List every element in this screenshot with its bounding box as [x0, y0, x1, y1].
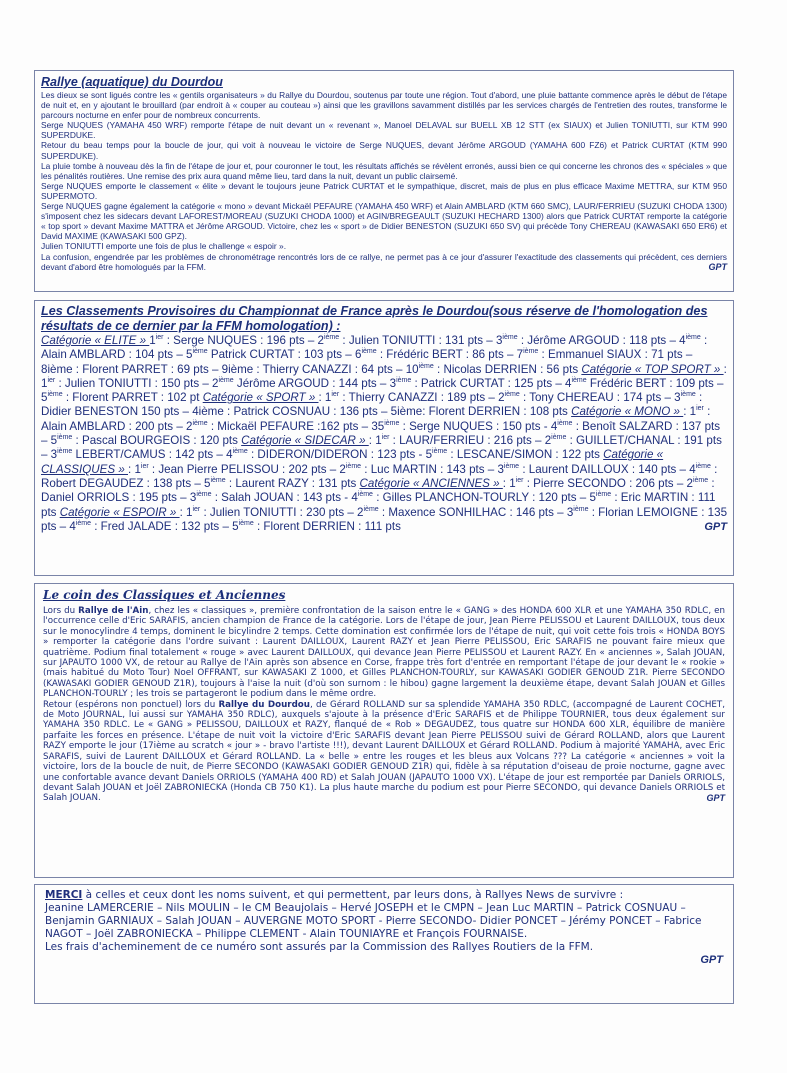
rank-suffix: ième [685, 334, 701, 342]
rank-suffix: ième [345, 462, 362, 470]
entry-text: : Laurent RAZY : 131 pts [225, 476, 357, 490]
entry-text: : Benoît SALZARD : 137 pts – [41, 419, 721, 448]
rank-suffix: ième [57, 434, 73, 442]
paragraph: Serge NUQUES (YAMAHA 450 WRF) remporte l'étape de nuit devant un « revenant », Manoel DELAVAL sur BUELL XB 12 STT (ex SIAUX) et Julien TONIUTTI, sur KTM 990 SUPERDUKE. [41, 120, 727, 141]
entry-text: Patrick CURTAT : 103 pts – [207, 348, 355, 362]
rank-suffix: ième [232, 448, 248, 456]
rallye-dourdou-title: Rallye (aquatique) du Dourdou [41, 75, 223, 89]
paragraph [43, 700, 725, 804]
rank: 5 [41, 391, 48, 405]
rank-suffix: ième [502, 334, 518, 342]
classiques-box [34, 583, 734, 878]
paragraph-text: , chez les « classiques », première confrontation de la saison entre le « GANG » des HONDA 600 XLR et une YAMAHA 350 RDLC, en l'occurrence celle d'Eric SARAFIS, ancien champion de France de la catégorie. Lors de l'étape de jour, Jean Pierre PELISSOU et Laurent DAILLOUX, tous deux sur le monocylindre 4 temps, dominent le bicylindre 2 temps. Cette domination est confirmée lors de l'étape de nuit, qui voit cette fois trois « HONDA BOYS » remporter la catégorie dans l'ordre suivant : Laurent DAILLOUX, Laurent RAZY et Jean Pierre PELISSOU, Eric SARAFIS ne pouvant faire mieux que quatrième. Podium final totalement « rouge » avec Laurent DAILLOUX, qui devance Jean Pierre PELISSOU et Laurent RAZY. En « anciennes », Salah JOUAN, sur JAPAUTO 1000 VX, de retour au Rallye de l'Ain après son absence en Corse, frappe très fort d'entrée en remportant l'étape de jour devant le « rookie » (mais habitué du Moto Tour) Noel OFFRANT, sur KAWASAKI Z 1000, et Gilles PLANCHON-TOURLY, sur KAWASAKI GODIER GENOUD Z1R. Pierre SECONDO (KAWASAKI GODIER GENOUD Z1R), toujours à l'aise la nuit (d'où son surnom : le hibou) gagne largement la deuxième étape, devant Salah JOUAN et Gilles PLANCHON-TOURLY ; les trois se partageront le podium dans le même ordre. [43, 606, 725, 700]
entry-text: : LAUR/FERRIEU : 216 pts – [389, 434, 545, 448]
entry-text: : Daniel ORRIOLS : 195 pts – [41, 476, 715, 505]
rank-suffix: ième [210, 477, 226, 485]
rank: 3 [389, 376, 397, 390]
rank: 2 [317, 334, 324, 347]
rank: 5 [232, 519, 239, 533]
rank-suffix: ier [696, 405, 704, 413]
rank-suffix: ième [192, 419, 208, 427]
classements-title: Les Classements Provisoires du Championnat de France après le Dourdou(sous réserve de l'homologation des résultats de ce dernier par la FFM homologation) : [41, 304, 708, 333]
rank-suffix: ième [363, 505, 379, 513]
entry-text: : Patrick CURTAT : 125 pts – [411, 376, 566, 390]
entry-text: : Florent PARRET : 102 pt [62, 391, 200, 405]
rank: 3 [189, 491, 197, 505]
rank-suffix: ième [571, 377, 587, 385]
entry-text: : Maxence SONHILHAC : 146 pts – [378, 505, 567, 519]
entry-text: Jérôme ARGOUD : 144 pts – [233, 376, 390, 390]
rank: : 1 [368, 434, 382, 448]
entry-text: : Florent DERRIEN : 111 pts [253, 519, 401, 533]
rank: : 1 [179, 505, 193, 519]
entry-text: : Salah JOUAN : 143 pts - [211, 491, 352, 505]
entry-text: : Eric MARTIN : 111 pts [41, 491, 716, 519]
rank: 4 [679, 334, 686, 347]
entry-text: : Mickaël PEFAURE :162 pts – [207, 419, 372, 433]
rank: : 1 [128, 462, 141, 476]
entry-text: : Laurent DAILLOUX : 140 pts – [519, 462, 690, 476]
rank: 35 [371, 419, 385, 433]
rank: 7 [516, 348, 524, 362]
rank: 4 [351, 491, 358, 505]
rank: 2 [686, 476, 693, 490]
category-name: Catégorie « TOP SPORT » [581, 362, 724, 376]
rank-suffix: ier [47, 377, 56, 385]
entry-text: : DIDERON/DIDERON : 123 pts - [247, 448, 426, 462]
rank-suffix: ième [323, 334, 340, 342]
rank: 4 [550, 419, 558, 433]
paragraph [41, 252, 727, 272]
entry-text: : Serge NUQUES : 196 pts – [163, 334, 318, 347]
rank-suffix: ième [595, 491, 612, 499]
rank: 6 [354, 348, 362, 362]
entry-text: : Julien TONIUTTI : 150 pts – [55, 376, 213, 390]
rank: 4 [689, 462, 696, 476]
rank-suffix: ier [140, 462, 149, 470]
rank-suffix: ième [57, 448, 73, 456]
classiques-title: Le coin des Classiques et Anciennes [43, 588, 286, 602]
rank-suffix: ième [503, 462, 520, 470]
rank-suffix: ième [692, 477, 709, 485]
rank: 10 [405, 362, 419, 376]
rank: : 1 [683, 405, 697, 419]
rank-suffix: ième [238, 520, 254, 527]
rank-suffix: ième [432, 448, 448, 456]
entry-text: : Pierre SECONDO : 206 pts – [523, 476, 687, 490]
signature: GPT [708, 261, 727, 272]
category-name: Catégorie « ESPOIR » [59, 505, 180, 519]
rank: 1 [149, 334, 156, 347]
entry-text: : LESCANE/SIMON : 122 pts [447, 448, 600, 462]
rank-suffix: ier [515, 477, 524, 485]
category-name: Catégorie « SPORT » [202, 391, 319, 405]
entry-text: : Julien TONIUTTI : 230 pts – [200, 505, 358, 519]
rank: : 1 [318, 391, 332, 405]
rank-suffix: ier [192, 505, 201, 513]
rank: 3 [497, 462, 504, 476]
entry-text: : Frédéric BERT : 86 pts – [376, 348, 517, 362]
rank-suffix: ième [361, 348, 377, 356]
classements-box [34, 300, 734, 576]
entry-text: : Emmanuel SIAUX : 71 pts – 8ième : Florent PARRET : 69 pts – 9ième : Thierry CANAZZI : 64 pts – [41, 348, 693, 376]
entry-text: : Julien TONIUTTI : 131 pts – [339, 334, 496, 347]
paragraph-text: , de Gérard ROLLAND sur sa splendide YAMAHA 350 RDLC, (accompagné de Laurent COCHET, de Moto JOURNAL, lui aussi sur YAMAHA 350 RDLC), auxquels s'ajoute à la présence d'Eric SARAFIS et de Philippe TOURNIER, tous deux également sur YAMAHA 350 RDLC. Le « GANG » PELISSOU, DAILLOUX et RAZY, flanqué de « Rob » DEGAUDEZ, tous quatre sur HONDA 600 XLR, équilibre de manière parfaite les forces en présence. L'étape de nuit voit la victoire d'Eric SARAFIS devant Jean Pierre PELISSOU suivi de Gérard ROLLAND, alors que Laurent RAZY emporte le jour (17ième au scratch « jour » - bravo l'artiste !!!), devant Laurent DAILLOUX et Gérard ROLLAND. Podium à majorité YAMAHA, avec Eric SARAFIS, suivi de Laurent DAILLOUX et Gérard ROLLAND. La « belle » entre les rouges et les bleus aux Volcans ??? La catégorie « anciennes » voit la victoire, lors de la boucle de nuit, de Pierre SECONDO (KAWASAKI GODIER GENOUD Z1R) qui, fidèle à sa réputation d'oiseau de proie nocturne, gagne avec une confortable avance devant Daniels ORRIOLS (YAMAHA 400 RD) et Salah JOUAN (JAPAUTO 1000 VX). L'étape de jour est remportée par Daniels ORRIOLS, devant Salah JOUAN et Joël ZABRONIECKA (Honda CB 750 K1). La plus haute marche du podium est pour Pierre SECONDO, qui devance Daniels ORRIOLS et Salah JOUAN. [43, 699, 725, 804]
rank-suffix: ième [218, 377, 234, 385]
entry-text: : Gilles PLANCHON-TOURLY : 120 pts – [372, 491, 590, 505]
rank-suffix: ième [551, 434, 567, 442]
merci-intro [45, 889, 723, 902]
paragraph [43, 606, 725, 700]
rank-suffix: ième [47, 391, 63, 399]
rank-suffix: ième [504, 391, 520, 399]
paragraph: Serge NUQUES gagne également la catégorie « mono » devant Mickaël PEFAURE (YAMAHA 450 WRF) et Alain AMBLARD (KTM 660 SMC), LAUR/FERRIEU (SUZUKI CHODA 1300) s'imposent chez les sidecars devant LAFOREST/MOREAU (SUZUKI CHODA 1000) et AGIN/BREGEAULT (SUZUKI HECHARD 1300) alors que Patrick CURTAT remporte la catégorie « top sport » devant Maxime MATTRA et Jérôme ARGOUD. Victoire, chez les « sport » de Didier BENESTON (SUZUKI 650 SV) qui précède Tony CHEREAU (KAWASAKI 650 ER6) et David MAXIME (KAWASAKI 500 GPZ). [41, 201, 727, 242]
entry-text: : Luc MARTIN : 143 pts – [361, 462, 498, 476]
entry-text: : Jean Pierre PELISSOU : 202 pts – [148, 462, 340, 476]
category-name: Catégorie « SIDECAR » [241, 434, 369, 448]
entry-text: : Tony CHEREAU : 174 pts – [519, 391, 675, 405]
rank-suffix: ième [196, 491, 212, 499]
rank: 3 [495, 334, 503, 347]
rank-suffix: ième [573, 505, 589, 513]
signature: GPT [700, 953, 723, 966]
merci-footer: Les frais d'acheminement de ce numéro sont assurés par la Commission des Rallyes Routiers de la FFM. [45, 940, 594, 953]
rally-name: Rallye de l'Ain [78, 606, 149, 616]
rank: 3 [566, 505, 574, 519]
rank: 3 [50, 448, 58, 462]
entry-text: : Didier BENESTON 150 pts – 4ième : Patrick COSNUAU : 136 pts – 5ième: Florent DERRIEN : 108 pts [41, 391, 703, 419]
merci-text: à celles et ceux dont les noms suivent, et qui permettent, par leurs dons, à Rallyes News de survivre : [82, 889, 624, 901]
rank-suffix: ième [680, 391, 696, 399]
entry-text: : Jérôme ARGOUD : 118 pts – [517, 334, 680, 347]
rank: 2 [544, 434, 552, 448]
paragraph: Serge NUQUES emporte le classement « élite » devant le toujours jeune Patrick CURTAT et le sympathique, discret, mais de plus en plus efficace Maxime METTRA, sur KTM 950 SUPERMOTO. [41, 180, 727, 201]
entry-text: Frédéric BERT : 109 pts – [586, 376, 724, 390]
rank: 5 [204, 476, 211, 490]
rank: 4 [565, 376, 572, 390]
category-name: Catégorie « ANCIENNES » [359, 476, 503, 490]
rank: 4 [69, 519, 76, 533]
entry-text: : GUILLET/CHANAL : 191 pts – [41, 434, 722, 462]
entry-text: : Thierry CANAZZI : 189 pts – [339, 391, 499, 405]
rank-suffix: ième [384, 419, 400, 427]
entry-text: : Robert DEGAUDEZ : 138 pts – [41, 462, 718, 490]
entry-text: : Nicolas DERRIEN : 56 pts [433, 362, 579, 376]
rank-suffix: ième [396, 377, 412, 385]
donor-names: Jeanine LAMERCERIE – Nils MOULIN – le CM Beaujolais – Hervé JOSEPH et le CMPN – Jean Luc MARTIN – Patrick COSNUAU – Benjamin GARNIAUX – Salah JOUAN – AUVERGNE MOTO SPORT - Pierre SECONDO- Didier PONCET – Jérémy PONCET – Fabrice NAGOT – Joël ZABRONIECKA – Philippe CLEMENT - Alain TOUNIAYRE et François FOURNAISE. [45, 901, 702, 940]
rally-name: Rallye du Dourdou [218, 699, 310, 710]
paragraph: Julien TONIUTTI emporte une fois de plus le challenge « espoir ». [41, 241, 287, 252]
rank: 3 [674, 391, 681, 405]
rank: 2 [498, 391, 505, 405]
rank-suffix: ier [381, 434, 390, 442]
rallye-dourdou-box [34, 70, 734, 292]
category-name: Catégorie « ELITE » [41, 334, 150, 347]
rank: 2 [357, 505, 364, 519]
category-name: Catégorie « MONO » [571, 405, 684, 419]
rank: 2 [339, 462, 346, 476]
paragraph-text: La confusion, engendrée par les problèmes de chronométrage rencontrés lors de ce rallye, ne permet pas à ce jour d'assurer l'exactitude des classements qui précèdent, ces derniers devant d'abord être homologués par la FFM. [41, 251, 727, 272]
rank: 2 [186, 419, 193, 433]
entry-text: : Florian LEMOIGNE : 135 pts – [41, 505, 728, 533]
rank: 5 [425, 448, 433, 462]
paragraph-text: Lors du [43, 606, 79, 616]
rank-suffix: ier [155, 334, 164, 342]
entry-text: LEBERT/CAMUS : 142 pts – [72, 448, 227, 462]
rank: 5 [50, 434, 58, 448]
entry-text: : Fred JALADE : 132 pts – [91, 519, 233, 533]
paragraph: La pluie tombe à nouveau dès la fin de l'étape de jour et, pour couronner le tout, les résultats affichés se révèlent erronés, aussi bien ce qui concerne les chronos des « spéciales » que les pénalités routières. Une remise des prix aura quand même lieu, tard dans la nuit, devant un public clairsemé. [41, 160, 727, 181]
rank-suffix: ième [418, 362, 434, 370]
rank-suffix: ier [331, 391, 340, 399]
signature: GPT [704, 520, 727, 533]
merci-label: MERCI [45, 889, 83, 901]
paragraph: Retour du beau temps pour la boucle de jour, qui voit à nouveau le victoire de Serge NUQUES, devant Jérôme ARGOUD (YAMAHA 600 FZ6) et Patrick CURTAT (KTM 990 SUPERDUKE). [41, 140, 727, 161]
entry-text: : Alain AMBLARD : 104 pts – [41, 334, 708, 362]
rank: : 1 [502, 476, 516, 490]
rank-suffix: ième [523, 348, 539, 356]
merci-box [34, 884, 734, 1004]
rank: 2 [212, 376, 219, 390]
paragraph: Les dieux se sont ligués contre les « gentils organisateurs » du Rallye du Dourdou, soutenus par toute une région. Tout d'abord, une pluie battante commence après le début de l'étape de nuit et, en y ajoutant le brouillard (par endroit à « couper au couteau ») ainsi que les gravillons savamment distillés par les services chargés de l'entretien des routes, transforme le parcours nocturne en enfer pour de nombreux concurrents. [41, 90, 727, 121]
entry-text: : Alain AMBLARD : 200 pts – [41, 405, 711, 433]
categories-text [41, 334, 727, 534]
rank-suffix: ième [557, 419, 573, 427]
rank-suffix: ième [75, 520, 91, 527]
rank-suffix: ième [695, 462, 711, 470]
entry-text: : Pascal BOURGEOIS : 120 pts [72, 434, 238, 448]
rank-suffix: ième [357, 491, 373, 499]
entry-text: : Serge NUQUES : 150 pts - [399, 419, 551, 433]
rank-suffix: ième [192, 348, 208, 356]
rank: 5 [589, 491, 596, 505]
paragraph-text: Retour (espérons non ponctuel) lors du [43, 699, 219, 710]
rank: 4 [226, 448, 233, 462]
signature: GPT [706, 793, 725, 804]
categories-list [41, 334, 727, 533]
rank: : 1 [41, 362, 727, 390]
rank: 5 [186, 348, 193, 362]
category-name: Catégorie « CLASSIQUES » [41, 448, 664, 476]
